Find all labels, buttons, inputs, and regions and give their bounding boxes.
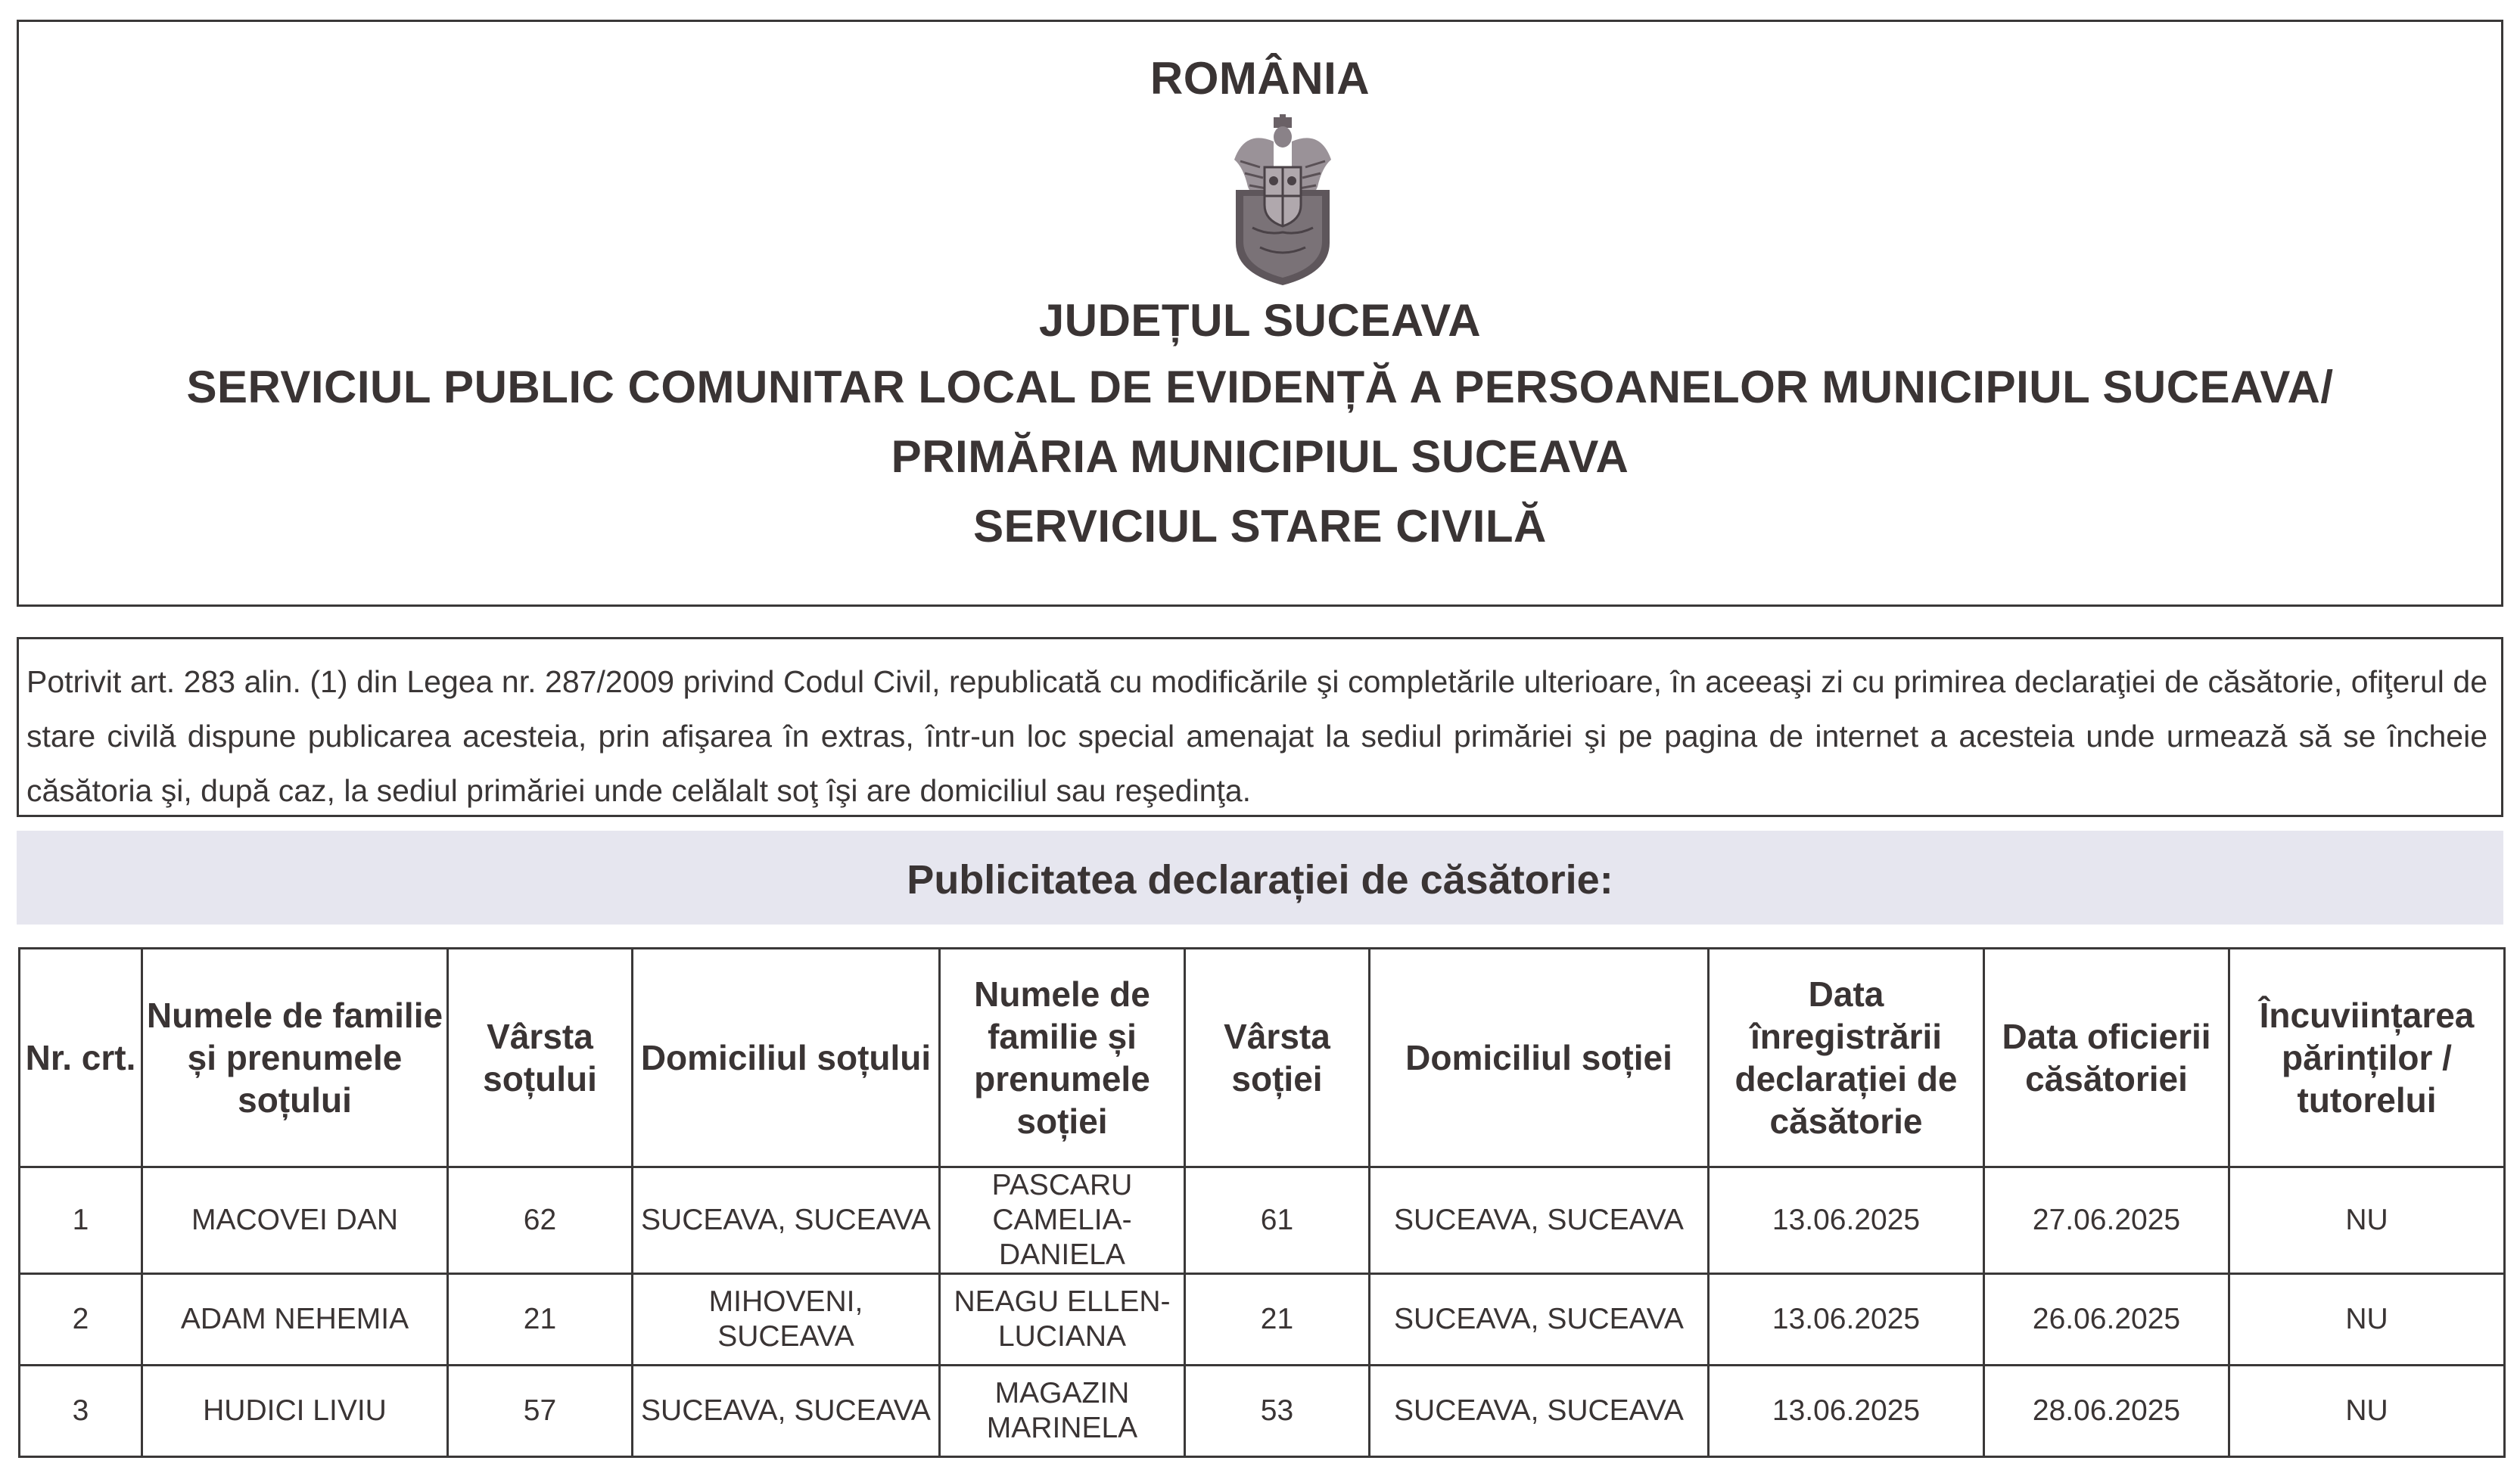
cell-husband-name: ADAM NEHEMIA xyxy=(142,1274,448,1366)
column-header-husband-age: Vârsta soțului xyxy=(448,949,633,1167)
city-hall-title: PRIMĂRIA MUNICIPIUL SUCEAVA xyxy=(891,431,1629,482)
country-title: ROMÂNIA xyxy=(1150,53,1370,104)
table-row xyxy=(20,1274,2505,1366)
marriage-declarations-table xyxy=(18,947,2506,1458)
cell-husband-residence: SUCEAVA, SUCEAVA xyxy=(633,1366,940,1457)
column-header-husband-residence: Domiciliul soțului xyxy=(633,949,940,1167)
cell-registration-date: 13.06.2025 xyxy=(1709,1366,1984,1457)
cell-wife-age: 53 xyxy=(1185,1366,1370,1457)
cell-nr: 2 xyxy=(20,1274,142,1366)
cell-wife-residence: SUCEAVA, SUCEAVA xyxy=(1370,1366,1709,1457)
cell-husband-age: 21 xyxy=(448,1274,633,1366)
section-title: Publicitatea declarației de căsătorie: xyxy=(907,857,1613,903)
column-header-ceremony-date: Data oficierii căsătoriei xyxy=(1984,949,2229,1167)
table-row xyxy=(20,1167,2505,1274)
cell-husband-residence: SUCEAVA, SUCEAVA xyxy=(633,1167,940,1274)
cell-husband-residence: MIHOVENI, SUCEAVA xyxy=(633,1274,940,1366)
column-header-parental-consent: Încuviințarea părinților / tutorelui xyxy=(2229,949,2505,1167)
header-box xyxy=(17,20,2503,607)
coat-of-arms-icon xyxy=(1230,114,1336,288)
column-header-wife-age: Vârsta soției xyxy=(1185,949,1370,1167)
column-header-wife-residence: Domiciliul soției xyxy=(1370,949,1709,1167)
cell-husband-name: HUDICI LIVIU xyxy=(142,1366,448,1457)
cell-wife-residence: SUCEAVA, SUCEAVA xyxy=(1370,1274,1709,1366)
cell-wife-residence: SUCEAVA, SUCEAVA xyxy=(1370,1167,1709,1274)
table-header-row xyxy=(20,949,2505,1167)
cell-husband-age: 57 xyxy=(448,1366,633,1457)
cell-ceremony-date: 26.06.2025 xyxy=(1984,1274,2229,1366)
cell-ceremony-date: 27.06.2025 xyxy=(1984,1167,2229,1274)
cell-parental-consent: NU xyxy=(2229,1366,2505,1457)
section-banner xyxy=(17,831,2503,925)
cell-nr: 3 xyxy=(20,1366,142,1457)
county-title: JUDEȚUL SUCEAVA xyxy=(1038,295,1482,346)
cell-registration-date: 13.06.2025 xyxy=(1709,1167,1984,1274)
cell-husband-age: 62 xyxy=(448,1167,633,1274)
cell-parental-consent: NU xyxy=(2229,1167,2505,1274)
cell-registration-date: 13.06.2025 xyxy=(1709,1274,1984,1366)
cell-wife-age: 61 xyxy=(1185,1167,1370,1274)
department-title: SERVICIUL STARE CIVILĂ xyxy=(973,501,1547,552)
legal-notice: Potrivit art. 283 alin. (1) din Legea nr. 287/2009 privind Codul Civil, republicată cu modificările şi completările ulterioare, în aceeaşi zi cu primirea declaraţiei de căsătorie, ofiţerul de stare civilă dispune publicarea acesteia, prin afişarea în extras, într-un loc special amenajat la sediul primăriei şi pe pagina de internet a acesteia unde urmează să se încheie căsătoria şi, după caz, la sediul primăriei unde celălalt soţ îşi are domiciliul sau reşedinţa. xyxy=(17,637,2503,817)
cell-wife-age: 21 xyxy=(1185,1274,1370,1366)
cell-wife-name: MAGAZIN MARINELA xyxy=(940,1366,1185,1457)
service-title: SERVICIUL PUBLIC COMUNITAR LOCAL DE EVIDENȚĂ A PERSOANELOR MUNICIPIUL SUCEAVA/ xyxy=(186,362,2334,412)
cell-nr: 1 xyxy=(20,1167,142,1274)
column-header-registration-date: Data înregistrării declarației de căsătorie xyxy=(1709,949,1984,1167)
cell-husband-name: MACOVEI DAN xyxy=(142,1167,448,1274)
column-header-husband-name: Numele de familie și prenumele soțului xyxy=(142,949,448,1167)
cell-parental-consent: NU xyxy=(2229,1274,2505,1366)
cell-wife-name: PASCARU CAMELIA-DANIELA xyxy=(940,1167,1185,1274)
column-header-nr: Nr. crt. xyxy=(20,949,142,1167)
table-row xyxy=(20,1366,2505,1457)
cell-ceremony-date: 28.06.2025 xyxy=(1984,1366,2229,1457)
cell-wife-name: NEAGU ELLEN-LUCIANA xyxy=(940,1274,1185,1366)
column-header-wife-name: Numele de familie și prenumele soției xyxy=(940,949,1185,1167)
